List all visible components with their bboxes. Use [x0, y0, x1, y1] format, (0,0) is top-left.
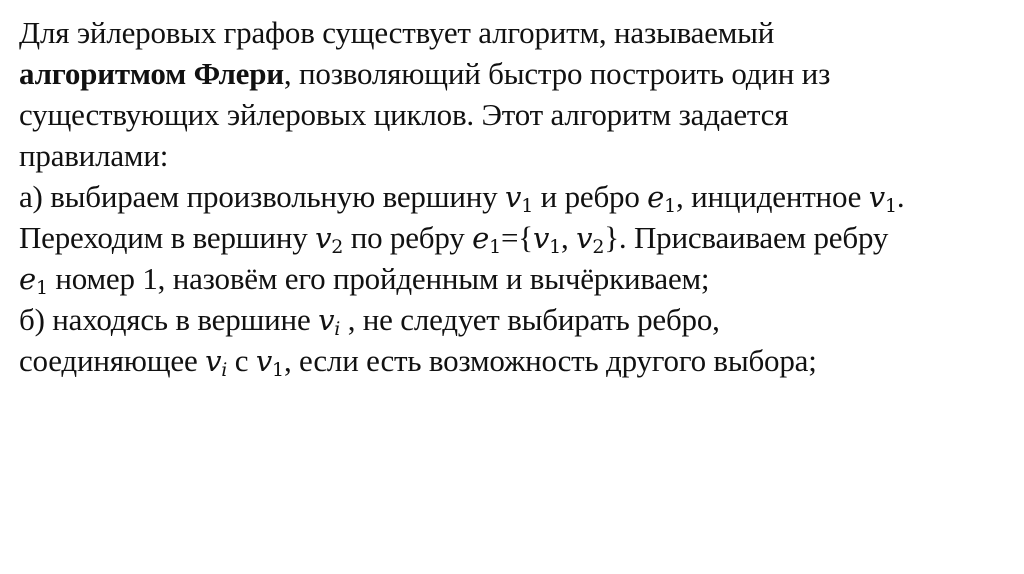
math-sub: 1 [272, 359, 284, 381]
line-4-text: правилами: [19, 138, 169, 173]
line-6-text-3: ={ [500, 220, 533, 255]
math-v: v [205, 344, 222, 378]
line-7-text: номер 1, назовём его пройденным и вычёркиваем; [47, 261, 710, 296]
math-sub: 2 [331, 236, 344, 258]
math-v: v [576, 221, 593, 255]
math-sub: 1 [489, 236, 501, 258]
math-sub: 1 [884, 195, 897, 217]
line-6-text-5: }. Присваиваем ребру [604, 220, 889, 255]
text-line-3 [19, 94, 1014, 135]
line-6-text-2: по ребру [343, 220, 473, 255]
rule-a-text-4: . [896, 179, 905, 214]
line-9-text-2: с [227, 343, 256, 378]
math-e: e [19, 262, 36, 296]
text-line-4 [19, 135, 1014, 176]
text-line-2 [19, 53, 1014, 94]
rule-b-text-2: , не следует выбирать ребро, [340, 302, 720, 337]
math-sub: 1 [521, 195, 534, 217]
rule-b-text: б) находясь в вершине [19, 302, 319, 337]
math-sub-i: i [334, 318, 341, 340]
math-sub-i: i [221, 359, 228, 381]
line-2-text: , позволяющий быстро построить один из [283, 56, 831, 91]
math-v: v [868, 180, 885, 214]
text-line-9 [19, 340, 1014, 381]
text-line-5 [19, 176, 1014, 217]
math-sub: 1 [664, 195, 677, 217]
math-sub: 2 [592, 236, 605, 258]
math-v: v [505, 180, 522, 214]
text-line-1 [19, 12, 1014, 53]
math-v: v [532, 221, 550, 255]
math-v: v [315, 221, 332, 255]
line-3-text: существующих эйлеровых циклов. Этот алгоритм задается [19, 97, 789, 132]
rule-a-text: а) выбираем произвольную вершину [19, 179, 506, 214]
line-9-text: соединяющее [19, 343, 206, 378]
line-1-text: Для эйлеровых графов существует алгоритм, называемый [19, 15, 775, 50]
text-line-7 [19, 258, 1014, 299]
math-sub: 1 [549, 236, 562, 258]
line-6-text: Переходим в вершину [19, 220, 316, 255]
line-9-text-3: , если есть возможность другого выбора; [283, 343, 817, 378]
text-line-8 [19, 299, 1014, 340]
math-v: v [318, 303, 335, 337]
text-line-6 [19, 217, 1014, 258]
rule-a-text-2: и ребро [533, 179, 648, 214]
math-sub: 1 [35, 277, 48, 299]
rule-a-text-3: , инцидентное [676, 179, 869, 214]
algorithm-name-bold: алгоритмом Флери [19, 56, 284, 91]
slide-text [19, 12, 1014, 381]
line-6-text-4: , [561, 220, 577, 255]
math-e: e [472, 221, 490, 255]
math-v: v [255, 344, 273, 378]
math-e: e [647, 180, 665, 214]
